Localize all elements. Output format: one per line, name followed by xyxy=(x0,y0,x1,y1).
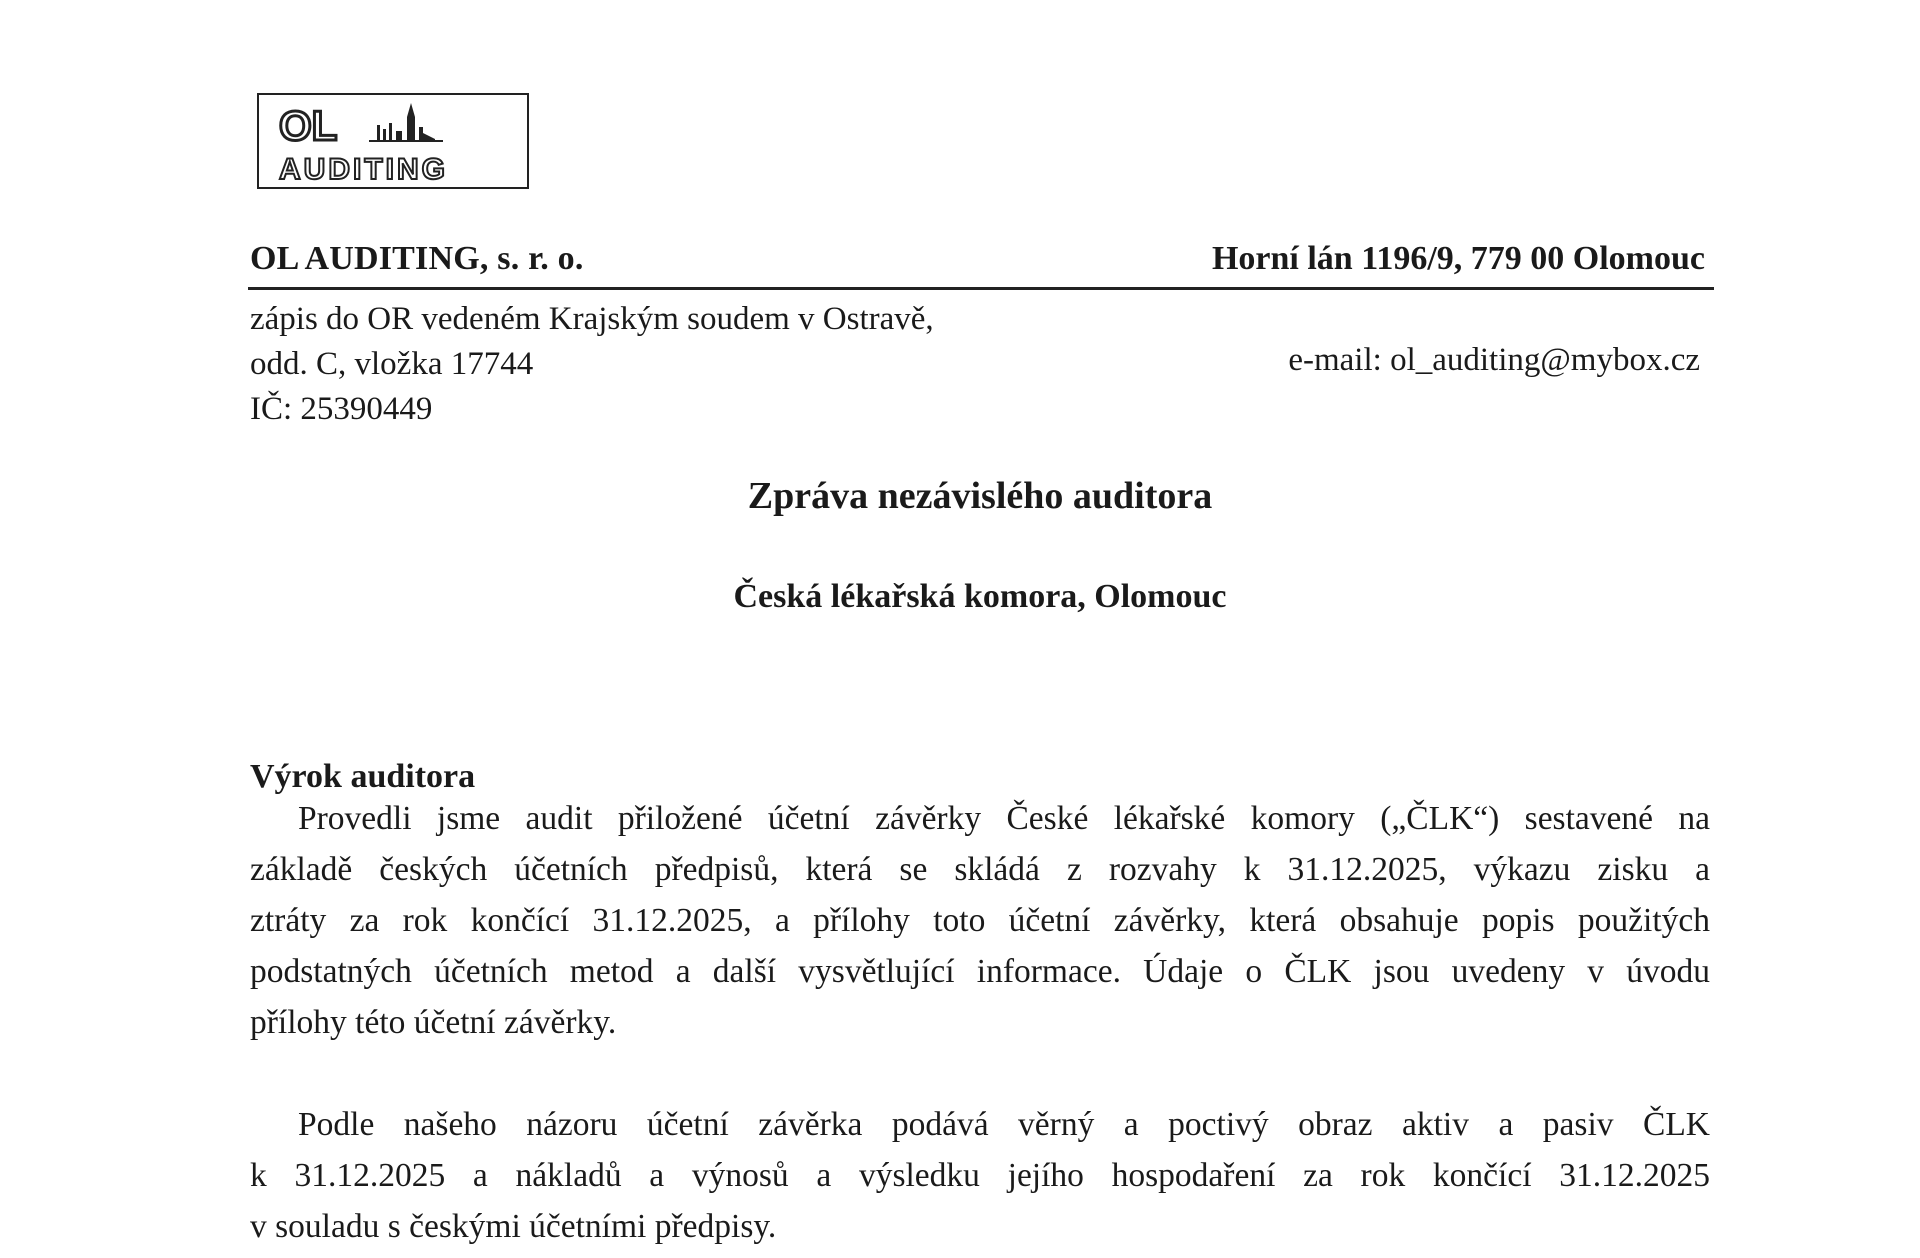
paragraph-line: přílohy této účetní závěrky. xyxy=(250,1004,617,1041)
paragraph-line: Podle našeho názoru účetní závěrka podává věrný a poctivý obraz aktiv a pasiv ČLK xyxy=(298,1106,1710,1143)
logo-text-ol: OL xyxy=(279,102,338,149)
paragraph-line: základě českých účetních předpisů, která se skládá z rozvahy k 31.12.2025, výkazu zisku a xyxy=(250,851,1710,888)
report-title: Zpráva nezávislého auditora xyxy=(747,475,1213,517)
registration-block xyxy=(250,297,934,432)
logo-graphic xyxy=(259,95,527,187)
section-heading: Výrok auditora xyxy=(250,758,476,795)
paragraph-line: v souladu s českými účetními předpisy. xyxy=(250,1208,777,1245)
logo-text-auditing: AUDITING xyxy=(279,153,448,186)
company-id: IČ: 25390449 xyxy=(250,391,433,427)
contact-email: e-mail: ol_auditing@mybox.cz xyxy=(1288,342,1700,378)
opinion-paragraph-1 xyxy=(250,793,1710,1048)
cathedral-icon xyxy=(369,103,443,142)
paragraph-line: Provedli jsme audit přiložené účetní závěrky České lékařské komory („ČLK“) sestavené na xyxy=(298,800,1710,837)
company-name: OL AUDITING, s. r. o. xyxy=(250,240,584,277)
company-address: Horní lán 1196/9, 779 00 Olomouc xyxy=(1211,240,1705,277)
company-logo xyxy=(257,93,529,189)
header-divider xyxy=(248,287,1714,290)
paragraph-line: k 31.12.2025 a nákladů a výnosů a výsledku jejího hospodaření za rok končící 31.12.2025 xyxy=(250,1157,1710,1194)
registration-line: zápis do OR vedeném Krajským soudem v Ostravě, xyxy=(250,301,934,337)
opinion-paragraph-2 xyxy=(250,1099,1710,1252)
report-subtitle: Česká lékařská komora, Olomouc xyxy=(733,578,1227,615)
paragraph-line: ztráty za rok končící 31.12.2025, a přílohy toto účetní závěrky, která obsahuje popis použitých xyxy=(250,902,1710,939)
paragraph-line: podstatných účetních metod a další vysvětlující informace. Údaje o ČLK jsou uvedeny v úvodu xyxy=(250,953,1710,990)
registration-line: odd. C, vložka 17744 xyxy=(250,346,534,382)
